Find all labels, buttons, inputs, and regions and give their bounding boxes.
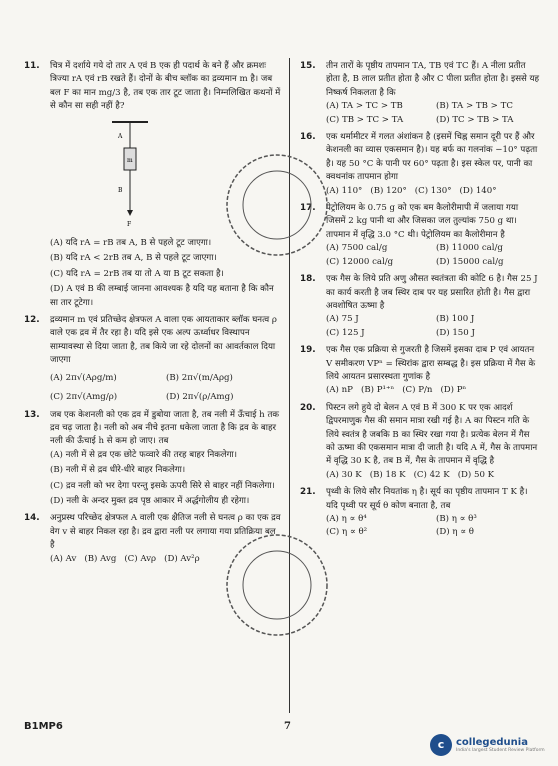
question-number: 12.: [24, 315, 40, 326]
option-c: (C) 42 K: [413, 469, 450, 480]
question-number: 21.: [300, 487, 316, 498]
stamp-ring-outer: [227, 155, 327, 255]
option-b: (B) 2π√(m/Aρg): [166, 372, 233, 383]
option-b: (B) 100 J: [436, 314, 475, 325]
option-c: (C) Avρ: [124, 553, 157, 564]
option-b: (B) TA > TB > TC: [436, 101, 513, 112]
question-number: 19.: [300, 345, 316, 356]
question-text: पिस्टन लगे हुये दो बेलन A एवं B में 300 K पर एक आदर्श द्विपरमाणुक गैस की समान मात्रा रखी गई है। A का पिस्टन गति के लिये स्वतंत्र है जबकि B का स्थिर रखा गया है। प्रत्येक बेलन में गैस को ऊष्मा की एकसमान मात्रा दी जाती है। यदि A में, गैस के तापमान में वृद्धि 30 K है, तब B में, गैस के तापमान में वृद्धि है: [326, 402, 538, 467]
brand-logo-icon: c: [430, 734, 452, 756]
option-d: (D) 50 K: [457, 469, 495, 480]
question-text: चित्र में दर्शाये गये दो तार A एवं B एक ही पदार्थ के बने हैं और क्रमशः त्रिज्या rA एवं rB रखते हैं। दोनों के बीच ब्लॉक का द्रव्यमान m है। जब बल F का मान mg/3 है, तब एक तार टूट जाता है। निम्नलिखित कथनों में से कौन सा सही नहीं है?: [50, 61, 281, 112]
question-number: 17.: [300, 203, 316, 214]
option-d: (D) 15000 cal/g: [436, 256, 504, 267]
options: [326, 384, 540, 397]
question-21: [300, 486, 540, 540]
question-15: [300, 60, 540, 127]
option-c: (C) TB > TC > TA: [326, 114, 404, 125]
question-text: पृथ्वी के लिये सौर नियतांक η है। सूर्य का पृष्ठीय तापमान T K है। यदि पृथ्वी पर सूर्य θ कोण बनाता है, तब: [326, 487, 528, 511]
option-a: (A) 110°: [326, 185, 363, 196]
question-20: [300, 402, 540, 482]
question-12: [24, 314, 282, 404]
option-d: (D) A एवं B की लम्बाई जानना आवश्यक है यदि यह बताना है कि कौन सा तार टूटेगा।: [50, 284, 274, 308]
option-b: (B) P¹⁺ⁿ: [360, 385, 395, 396]
option-a: (A) Av: [50, 553, 77, 564]
option-d: (D) Av²ρ: [164, 553, 200, 564]
force-arrow: [127, 210, 133, 216]
question-text: द्रव्यमान m एवं प्रतिच्छेद क्षेत्रफल A वाला एक आयताकार ब्लॉक घनत्व ρ वाले एक द्रव में तैर रहा है। यदि इसे एक अल्प ऊर्ध्वाधर विस्थापन साम्यावस्था से दिया जाता है, तब किये जा रहे दोलनों का आवर्तकाल दिया जाएगा: [50, 315, 277, 366]
option-a: (A) 75 J: [326, 314, 359, 325]
options: [326, 469, 540, 482]
wire-block-figure: [110, 118, 150, 228]
brand-text: [456, 737, 545, 754]
question-number: 20.: [300, 402, 316, 413]
brand-watermark: [430, 730, 550, 760]
question-number: 18.: [300, 274, 316, 285]
stamp-ring-outer: [227, 535, 327, 635]
question-number: 16.: [300, 132, 316, 143]
left-column: [24, 60, 282, 570]
option-d: (D) 150 J: [436, 327, 475, 338]
options: [50, 372, 282, 405]
option-a: (A) nP: [326, 385, 353, 396]
option-a: (A) TA > TC > TB: [326, 101, 403, 112]
option-a: (A) यदि rA = rB तब A, B से पहले टूट जाएगा।: [50, 238, 212, 249]
question-18: [300, 273, 540, 340]
options: [326, 513, 540, 540]
option-a: (A) η ∝ θ⁴: [326, 514, 367, 524]
label-f: F: [127, 220, 132, 228]
option-d: (D) η ∝ θ: [436, 527, 474, 538]
options: [326, 185, 540, 198]
label-b: B: [118, 186, 123, 194]
brand-name: collegedunia: [456, 736, 528, 748]
option-d: (D) TC > TB > TA: [436, 114, 514, 125]
option-b: (B) 11000 cal/g: [436, 243, 503, 254]
stamp-ring-inner: [243, 171, 311, 239]
question-number: 15.: [300, 61, 316, 71]
options: [326, 313, 540, 340]
option-c: (C) 125 J: [326, 327, 365, 338]
option-c: (C) द्रव नली को भर देगा परन्तु इसके ऊपरी सिरे से बाहर नहीं निकलेगा।: [50, 480, 275, 491]
option-a: (A) नली में से द्रव एक छोटे फव्वारे की तरह बाहर निकलेगा।: [50, 449, 237, 460]
question-text: एक थर्मामीटर में गलत अंशांकन है (इसमें चिह्न समान दूरी पर हैं और केशनली का व्यास एकसमान है)। यह बर्फ का गलनांक −10° पढ़ता है। यह 50 °C के पानी पर 60° पढ़ता है। इस स्केल पर, पानी का क्वथनांक तापमान होगा: [326, 132, 538, 183]
board-stamp-top: [222, 150, 332, 260]
paper-code: B1MP6: [24, 721, 63, 732]
option-d: (D) Pⁿ: [440, 385, 467, 396]
question-text: एक गैस के लिये प्रति अणु औसत स्वतंत्रता की कोटि 6 है। गैस 25 J का कार्य करती है जब स्थिर दाब पर यह प्रसारित होती है। गैस द्वारा अवशोषित ऊष्मा है: [326, 274, 538, 311]
option-d: (D) 140°: [459, 185, 497, 196]
option-c: (C) 12000 cal/g: [326, 256, 394, 267]
option-b: (B) η ∝ θ³: [436, 514, 477, 524]
options: [50, 449, 282, 509]
question-text: अनुप्रस्थ परिच्छेद क्षेत्रफल A वाली एक क्षैतिज नली से घनत्व ρ का एक द्रव वेग v से बाहर निकल रहा है। द्रव द्वारा नली पर लगाया गया प्रतिक्रिया बल है: [50, 513, 281, 551]
question-number: 14.: [24, 513, 40, 524]
right-column: [300, 60, 540, 544]
option-b: (B) नली में से द्रव धीरे-धीरे बाहर निकलेगा।: [50, 465, 186, 476]
option-a: (A) 2π√(Aρg/m): [50, 372, 117, 383]
option-d: (D) नली के अन्दर मुक्त द्रव पृष्ठ आकार में अर्द्धगोलीय ही रहेगा।: [50, 495, 250, 506]
question-text: एक गैस एक प्रक्रिया से गुजरती है जिसमें इसका दाब P एवं आयतन V समीकरण VPⁿ = स्थिरांक द्वारा सम्बद्ध है। इस प्रक्रिया में गैस के लिये आयतन प्रसारस्थता गुणांक है: [326, 345, 536, 382]
option-c: (C) 2π√(Amg/ρ): [50, 392, 118, 403]
options: [326, 242, 540, 269]
question-text: पेट्रोलियम के 0.75 g को एक बम कैलोरीमापी में जलाया गया जिसमें 2 kg पानी था और जिसका जल तुल्यांक 750 g था। तापमान में वृद्धि 3.0 °C थी। पेट्रोलियम का कैलोरीमान है: [326, 203, 519, 240]
option-b: (B) Avg: [84, 553, 117, 564]
question-17: [300, 202, 540, 269]
question-13: [24, 409, 282, 509]
label-m: m: [127, 156, 133, 164]
question-text: तीन तारों के पृष्ठीय तापमान TA, TB एवं TC हैं। A नीला प्रतीत होता है, B लाल प्रतीत होता है और C पीला प्रतीत होता है। इससे यह निष्कर्ष निकलता है कि: [326, 61, 540, 98]
option-b: (B) 120°: [370, 185, 407, 196]
option-a: (A) 7500 cal/g: [326, 243, 388, 254]
option-c: (C) P/n: [402, 385, 433, 396]
question-number: 11.: [24, 61, 40, 71]
page-number: 7: [284, 721, 291, 732]
stamp-ring-inner: [243, 551, 311, 619]
question-16: [300, 131, 540, 198]
option-b: (B) 18 K: [369, 469, 406, 480]
label-a: A: [118, 132, 123, 140]
question-19: [300, 344, 540, 398]
brand-tagline: India's largest Student Review Platform: [456, 747, 545, 753]
option-c: (C) यदि rA = 2rB तब या तो A या B टूट सकता है।: [50, 268, 224, 279]
board-stamp-bottom: [222, 530, 332, 640]
options: [326, 100, 540, 127]
option-a: (A) 30 K: [326, 469, 362, 480]
question-number: 13.: [24, 409, 40, 420]
option-c: (C) η ∝ θ²: [326, 527, 368, 538]
option-c: (C) 130°: [414, 185, 452, 196]
option-d: (D) 2π√(ρ/Amg): [166, 392, 234, 403]
option-b: (B) यदि rA < 2rB तब A, B से पहले टूट जाएगा।: [50, 253, 217, 264]
question-text: जब एक केशनली को एक द्रव में डुबोया जाता है, तब नली में ऊँचाई h तक द्रव चढ़ जाता है। नली को अब नीचे इतना धकेला जाता है कि द्रव के बाहर नली की ऊँचाई h से कम हो जाए। तब: [50, 409, 279, 447]
